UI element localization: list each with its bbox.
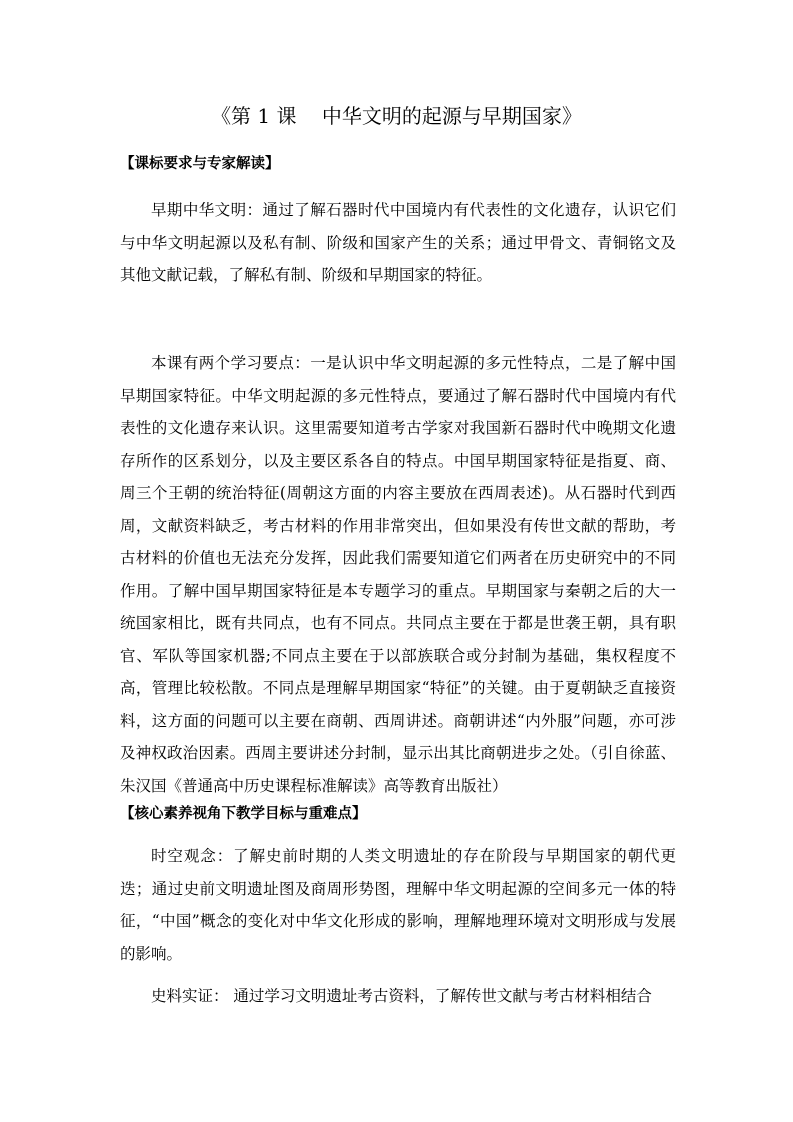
document-title: 《第 1 课 中华文明的起源与早期国家》 bbox=[211, 104, 582, 128]
paragraph-historical-evidence: 史料实证： 通过学习文明遗址考古资料，了解传世文献与考古材料相结合 bbox=[151, 987, 652, 1005]
section-heading-curriculum: 【课标要求与专家解读】 bbox=[120, 156, 280, 172]
paragraph-learning-points: 本课有两个学习要点：一是认识中华文明起源的多元性特点，二是了解中国早期国家特征。中华文明起源的多元性特点，要通过了解石器时代中国境内有代表性的文化遗存来认识。这里需要知道考古学家对我国新石器时代中晚期文化遗存所作的区系划分，以及主要区系各自的特点。中国早期国家特征是指夏、商、周三个王朝的统治特征(周朝这方面的内容主要放在西周表述)。从石器时代到西周，文献资料缺乏，考古材料的作用非常突出，但如果没有传世文献的帮助，考古材料的价值也无法充分发挥，因此我们需要知道它们两者在历史研究中的不同作用。了解中国早期国家特征是本专题学习的重点。早期国家与秦朝之后的大一统国家相比，既有共同点，也有不同点。共同点主要在于都是世袭王朝，具有职官、军队等国家机器;不同点主要在于以部族联合或分封制为基础，集权程度不高，管理比较松散。不同点是理解早期国家“特征”的关键。由于夏朝缺乏直接资料，这方面的问题可以主要在商朝、西周讲述。商朝讲述“内外服”问题，亦可涉及神权政治因素。西周主要讲述分封制，显示出其比商朝进步之处。（引自徐蓝、朱汉国《普通高中历史课程标准解读》高等教育出版社） bbox=[120, 354, 676, 795]
section-heading-objectives: 【核心素养视角下教学目标与重难点】 bbox=[120, 806, 367, 822]
paragraph-early-civilization: 早期中华文明：通过了解石器时代中国境内有代表性的文化遗存，认识它们与中华文明起源以及私有制、阶级和国家产生的关系；通过甲骨文、青铜铭文及其他文献记载，了解私有制、阶级和早期国家的特征。 bbox=[120, 201, 676, 284]
paragraph-spacetime-concept: 时空观念：了解史前时期的人类文明遗址的存在阶段与早期国家的朝代更迭；通过史前文明遗址图及商周形势图，理解中华文明起源的空间多元一体的特征，“中国”概念的变化对中华文化形成的影响，理解地理环境对文明形成与发展的影响。 bbox=[120, 847, 676, 963]
